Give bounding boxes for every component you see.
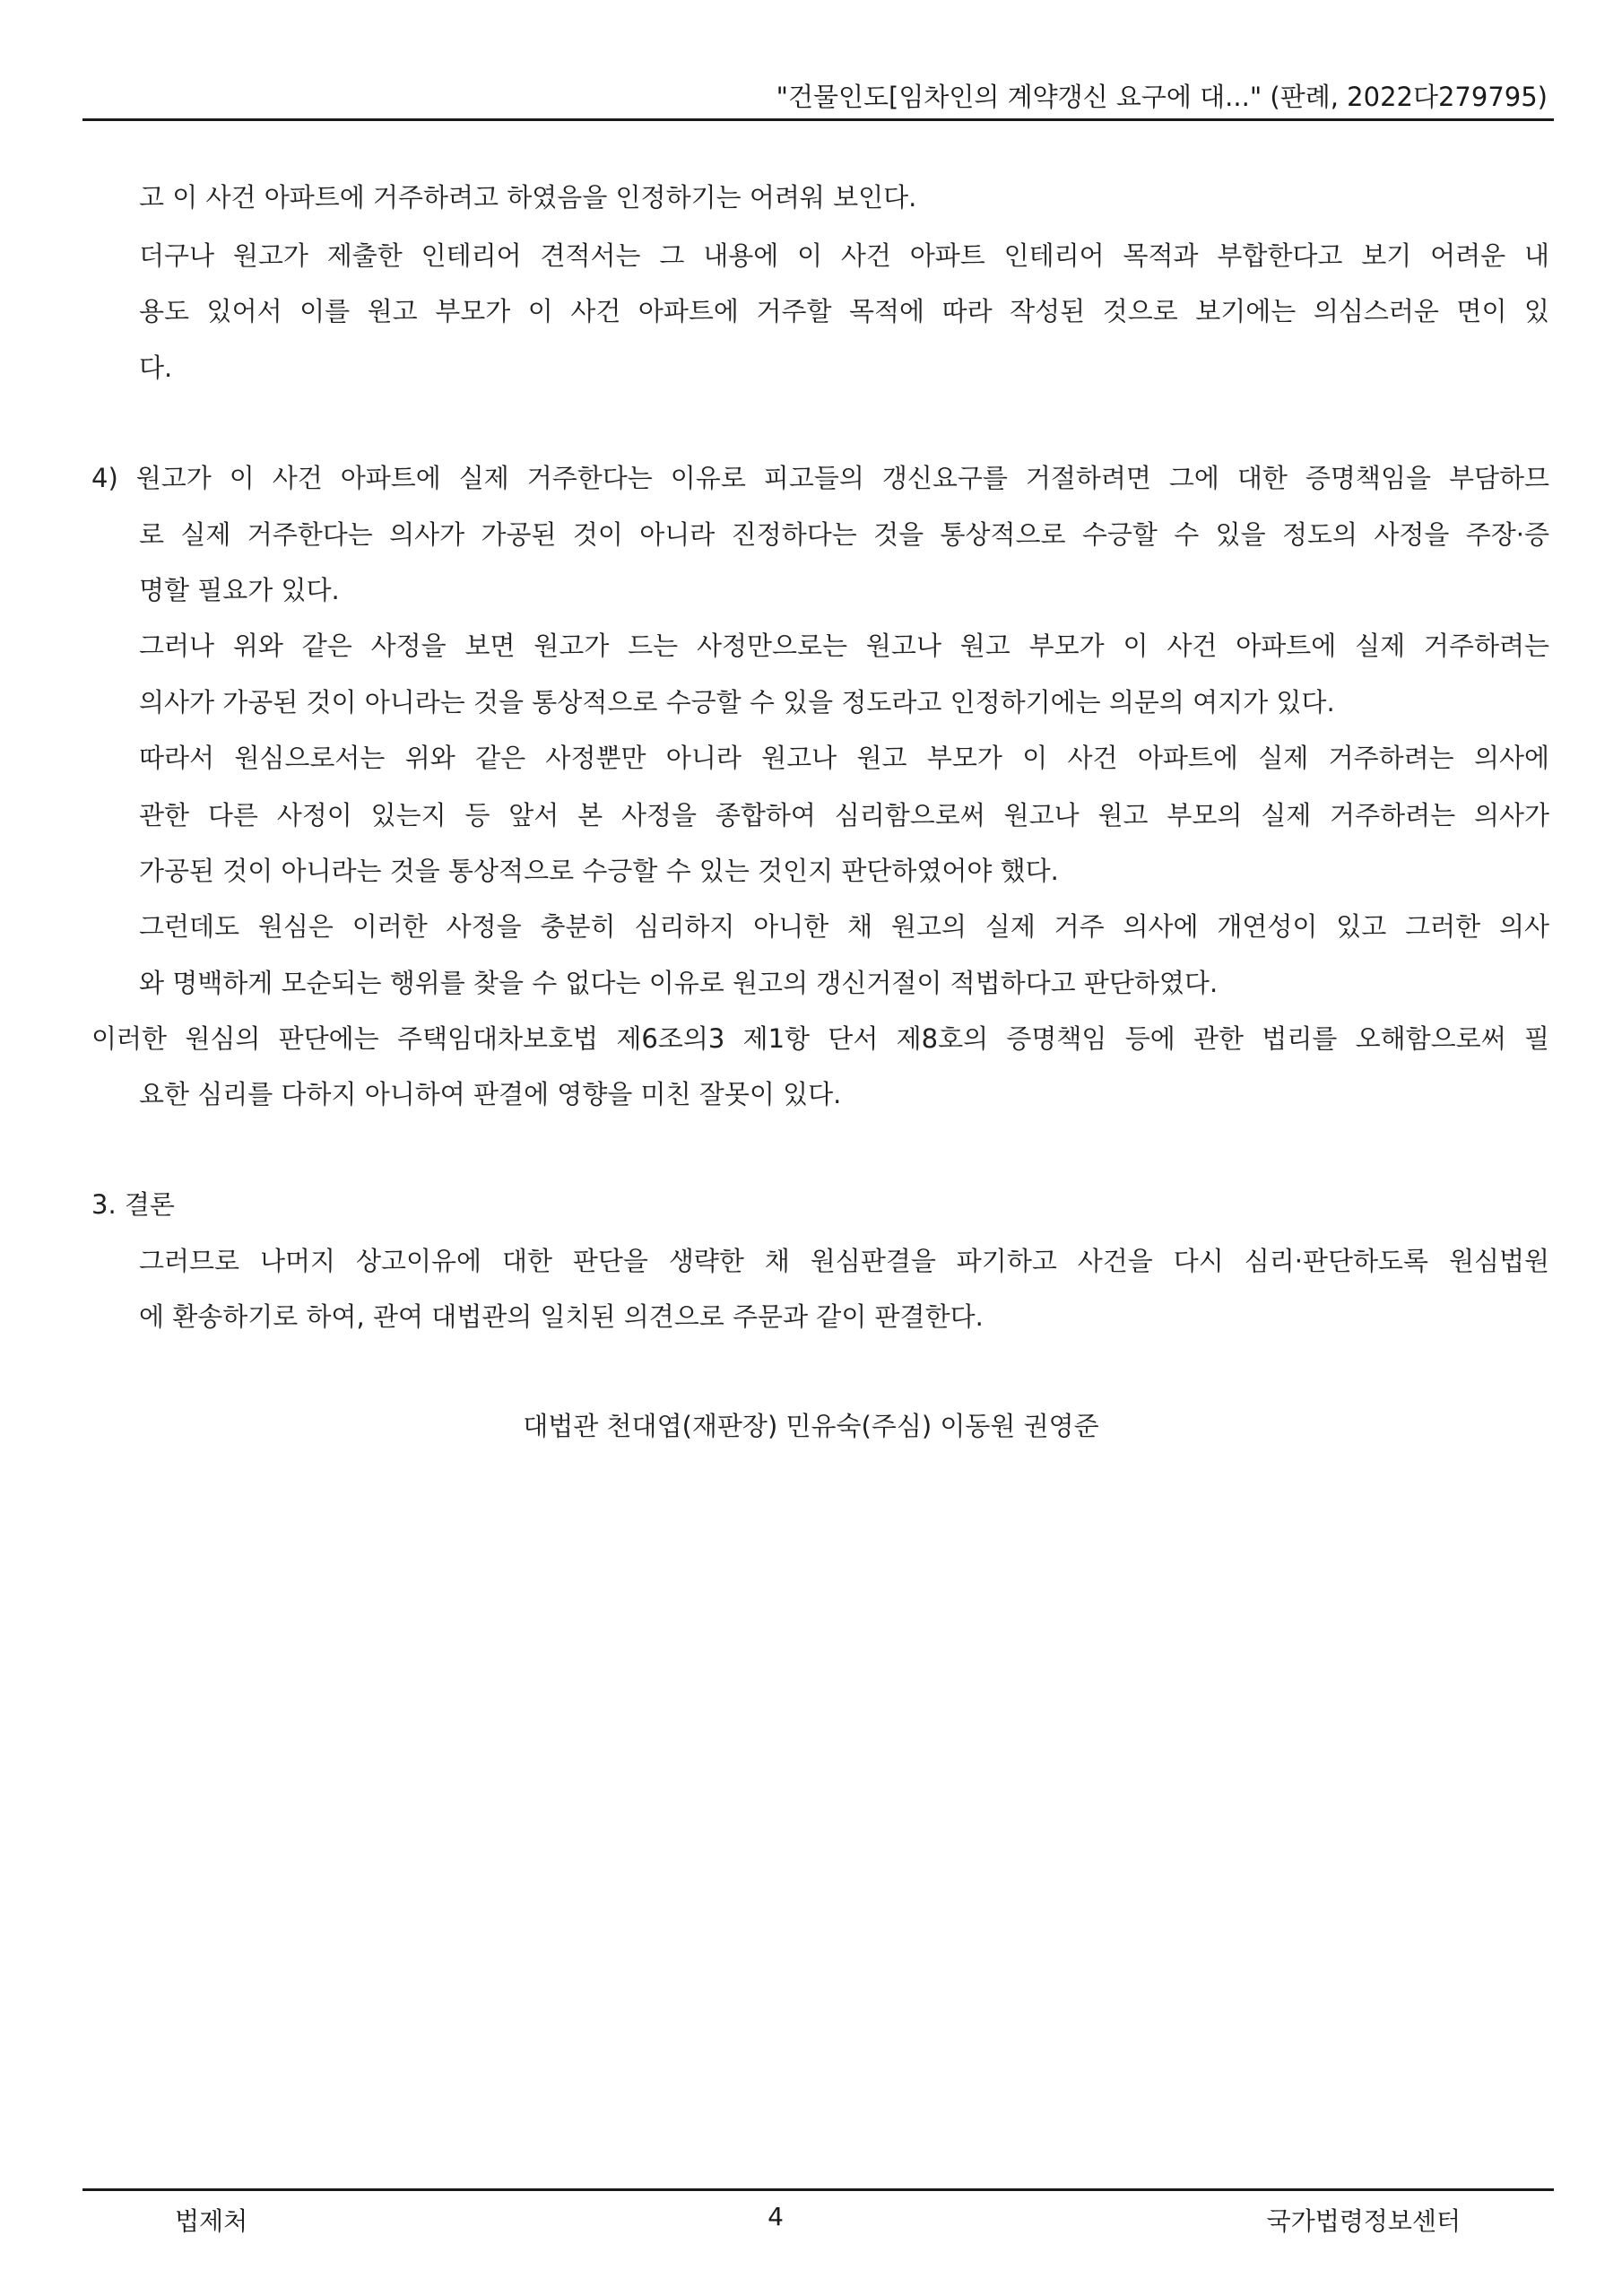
text-line: 와 명백하게 모순되는 행위를 찾을 수 없다는 이유로 원고의 갱신거절이 적법하다고 판단하였다. xyxy=(139,968,1219,998)
text-line: 가공된 것이 아니라는 것을 통상적으로 수긍할 수 있는 것인지 판단하였어야 했다. xyxy=(139,856,1059,886)
text-line: 이러한 원심의 판단에는 주택임대차보호법 제6조의3 제1항 단서 제8호의 증명책임 등에 관한 법리를 오해함으로써 필 xyxy=(91,1023,1549,1054)
footer-publisher: 법제처 xyxy=(175,2206,248,2236)
page-number: 4 xyxy=(768,2202,784,2231)
text-line: 다. xyxy=(139,352,173,383)
text-line: 의사가 가공된 것이 아니라는 것을 통상적으로 수긍할 수 있을 정도라고 인정하기에는 의문의 여지가 있다. xyxy=(139,687,1335,718)
footer-divider xyxy=(82,2188,1554,2191)
text-line: 명할 필요가 있다. xyxy=(139,575,340,605)
text-line: 따라서 원심으로서는 위와 같은 사정뿐만 아니라 원고나 원고 부모가 이 사건 아파트에 실제 거주하려는 의사에 xyxy=(139,743,1549,773)
text-line: 그런데도 원심은 이러한 사정을 충분히 심리하지 아니한 채 원고의 실제 거주 의사에 개연성이 있고 그러한 의사 xyxy=(139,911,1549,942)
text-line: 용도 있어서 이를 원고 부모가 이 사건 아파트에 거주할 목적에 따라 작성된 것으로 보기에는 의심스러운 면이 있 xyxy=(139,296,1549,326)
text-line: 더구나 원고가 제출한 인테리어 견적서는 그 내용에 이 사건 아파트 인테리어 목적과 부합한다고 보기 어려운 내 xyxy=(139,240,1549,271)
text-line: 로 실제 거주한다는 의사가 가공된 것이 아니라 진정하다는 것을 통상적으로 수긍할 수 있을 정도의 사정을 주장·증 xyxy=(139,519,1549,550)
section-heading: 3. 결론 xyxy=(91,1189,175,1220)
text-line: 관한 다른 사정이 있는지 등 앞서 본 사정을 종합하여 심리함으로써 원고나 원고 부모의 실제 거주하려는 의사가 xyxy=(139,800,1549,831)
text-line: 4) 원고가 이 사건 아파트에 실제 거주한다는 이유로 피고들의 갱신요구를 거절하려면 그에 대한 증명책임을 부담하므 xyxy=(91,463,1549,493)
footer-source: 국가법령정보센터 xyxy=(1266,2206,1461,2236)
text-line: 그러므로 나머지 상고이유에 대한 판단을 생략한 채 원심판결을 파기하고 사건을 다시 심리·판단하도록 원심법원 xyxy=(139,1246,1549,1276)
text-line: 그러나 위와 같은 사정을 보면 원고가 드는 사정만으로는 원고나 원고 부모가 이 사건 아파트에 실제 거주하려는 xyxy=(139,631,1549,661)
text-line: 고 이 사건 아파트에 거주하려고 하였음을 인정하기는 어려워 보인다. xyxy=(139,182,917,213)
text-line: 에 환송하기로 하여, 관여 대법관의 일치된 의견으로 주문과 같이 판결한다. xyxy=(139,1301,984,1332)
document-header-title: "건물인도[임차인의 계약갱신 요구에 대..." (판례, 2022다279795) xyxy=(776,82,1548,112)
text-line: 요한 심리를 다하지 아니하여 판결에 영향을 미친 잘못이 있다. xyxy=(139,1079,842,1109)
judges-signature-line: 대법관 천대엽(재판장) 민유숙(주심) 이동원 권영준 xyxy=(523,1411,1099,1441)
